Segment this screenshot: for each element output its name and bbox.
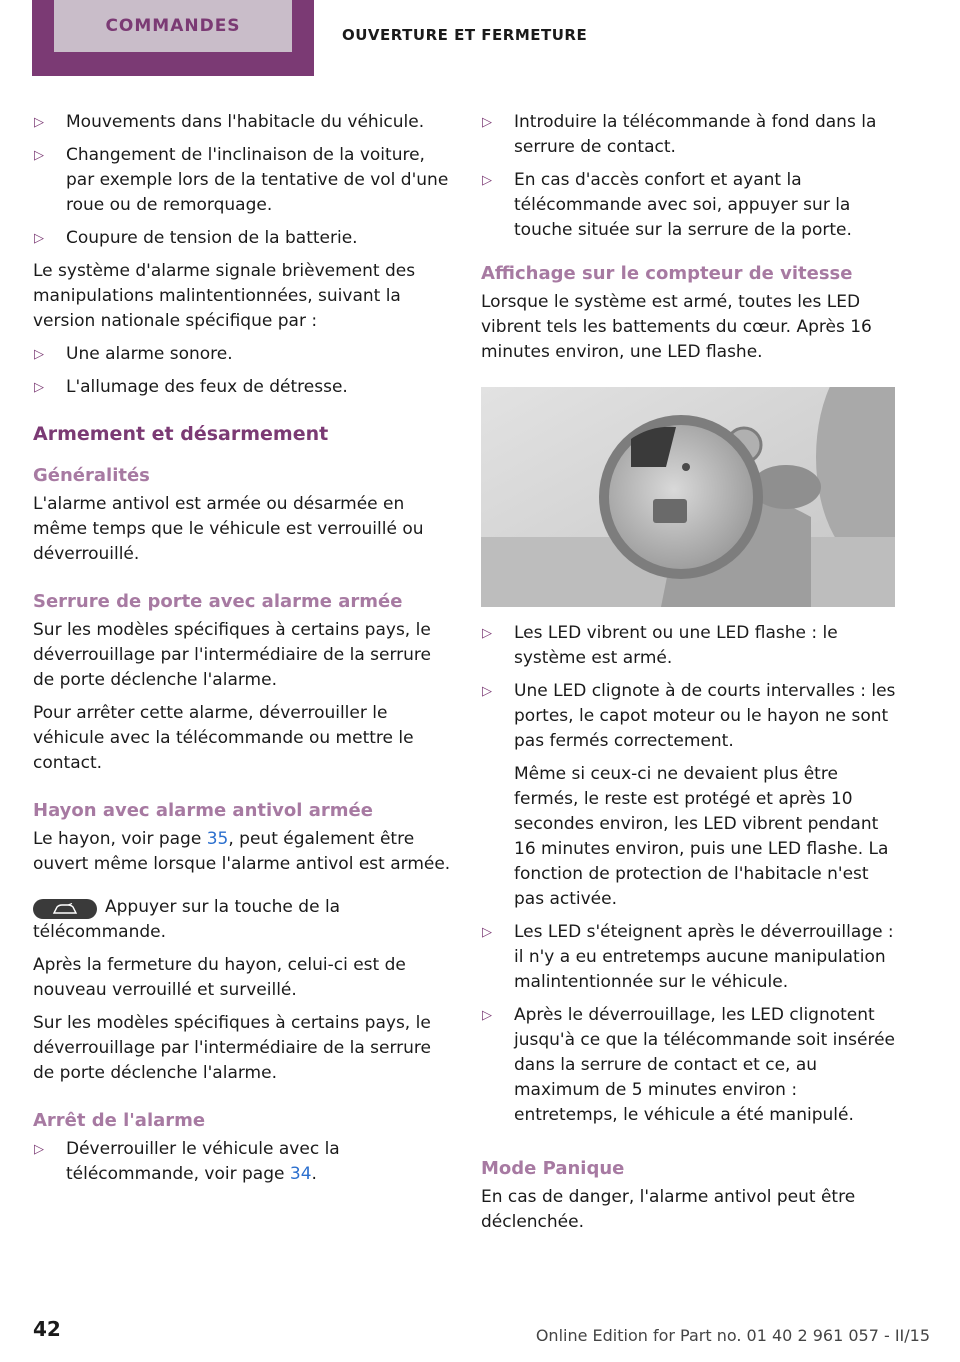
- list-item: [33, 1137, 453, 1187]
- list-item: ▷ Introduire la télécommande à fond dans la serrure de contact.: [481, 110, 897, 160]
- subsection-heading: Arrêt de l'alarme: [33, 1110, 206, 1131]
- paragraph: En cas de danger, l'alarme antivol peut être déclenchée.: [481, 1187, 856, 1232]
- paragraph: [33, 895, 453, 945]
- list-item: ▷ Changement de l'inclinaison de la voiture, par exemple lors de la tentative de vol d'une roue ou de remorquage.: [33, 143, 453, 218]
- section-heading: Armement et désarmement: [33, 423, 329, 445]
- list-item: ▷ L'allumage des feux de détresse.: [33, 375, 453, 400]
- list-item: ▷ Les LED vibrent ou une LED flashe : le système est armé.: [481, 621, 897, 671]
- list-item: ▷ Coupure de tension de la batterie.: [33, 226, 453, 251]
- paragraph: Après la fermeture du hayon, celui-ci est de nouveau verrouillé et surveillé.: [33, 955, 406, 1000]
- car-rear-icon: [52, 903, 78, 915]
- list-item: ▷ Une LED clignote à de courts intervalles : les portes, le capot moteur ou le hayon ne sont pas fermés correctement.: [481, 679, 897, 754]
- text-span: Déverrouiller le véhicule avec la télécommande, voir page: [66, 1139, 340, 1184]
- tailgate-key-icon: [33, 899, 97, 919]
- subsection-heading: Mode Panique: [481, 1158, 625, 1179]
- text-span: Le hayon, voir page: [33, 829, 207, 849]
- text-span: .: [311, 1164, 317, 1184]
- paragraph: [33, 827, 453, 877]
- page-link[interactable]: 34: [289, 1164, 312, 1184]
- list-item: ▷ Après le déverrouillage, les LED clignotent jusqu'à ce que la télécommande soit insérée dans la serrure de contact et ce, au maximum de 5 minutes environ : entretemps, le véhicule a été manipulé.: [481, 1003, 897, 1128]
- paragraph: Pour arrêter cette alarme, déverrouiller le véhicule avec la télécommande ou mettre le contact.: [33, 703, 414, 773]
- speedometer-photo: [481, 387, 895, 607]
- chapter-tab: [32, 0, 314, 76]
- chapter-tab-label: COMMANDES: [54, 0, 292, 52]
- speedometer-image: [481, 387, 895, 607]
- paragraph: Le système d'alarme signale brièvement des manipulations malintentionnées, suivant la version nationale spécifique par :: [33, 261, 416, 331]
- paragraph: Lorsque le système est armé, toutes les LED vibrent tels les battements du cœur. Après 16 minutes environ, une LED flashe.: [481, 292, 872, 362]
- subsection-heading: Serrure de porte avec alarme armée: [33, 591, 403, 612]
- page-link[interactable]: 35: [206, 829, 229, 849]
- subsection-heading: Hayon avec alarme antivol armée: [33, 800, 373, 821]
- text-span: , peut également être ouvert même lorsque l'alarme antivol est armée.: [33, 829, 451, 874]
- right-column: [481, 110, 897, 1243]
- subsection-heading: Généralités: [33, 465, 150, 486]
- section-header: OUVERTURE ET FERMETURE: [342, 26, 588, 44]
- list-item: ▷ Les LED s'éteignent après le déverrouillage : il n'y a eu entretemps aucune manipulation malintentionnée sur le véhicule.: [481, 920, 897, 995]
- list-item: ▷ Mouvements dans l'habitacle du véhicule.: [33, 110, 453, 135]
- paragraph: Sur les modèles spécifiques à certains pays, le déverrouillage par l'intermédiaire de la serrure de porte déclenche l'alarme.: [33, 620, 431, 690]
- paragraph: Sur les modèles spécifiques à certains pays, le déverrouillage par l'intermédiaire de la serrure de porte déclenche l'alarme.: [33, 1013, 431, 1083]
- page-number: 42: [33, 1317, 61, 1341]
- paragraph: Même si ceux-ci ne devaient plus être fermés, le reste est protégé et après 10 secondes environ, les LED vibrent pendant 16 minutes environ, puis une LED flashe. La fonction de protection de l'habitacle n'est pas activée.: [514, 764, 889, 909]
- text-span: Appuyer sur la touche de la télécommande.: [33, 897, 341, 942]
- left-column: [33, 110, 453, 1195]
- list-item: ▷ En cas d'accès confort et ayant la télécommande avec soi, appuyer sur la touche située sur la serrure de la porte.: [481, 168, 897, 243]
- paragraph: L'alarme antivol est armée ou désarmée en même temps que le véhicule est verrouillé ou déverrouillé.: [33, 494, 424, 564]
- list-item: ▷ Une alarme sonore.: [33, 342, 453, 367]
- subsection-heading: Affichage sur le compteur de vitesse: [481, 263, 853, 284]
- edition-note: Online Edition for Part no. 01 40 2 961 057 - II/15: [535, 1326, 930, 1345]
